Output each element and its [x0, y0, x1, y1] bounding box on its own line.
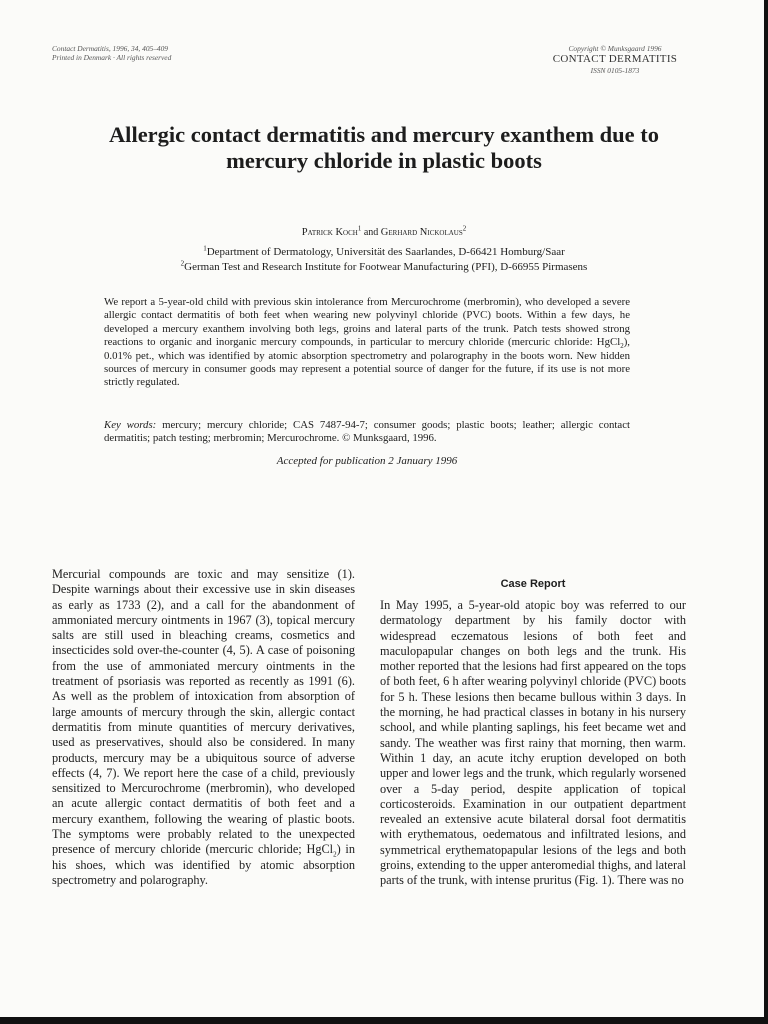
case-report-text: In May 1995, a 5-year-old atopic boy was referred to our dermatology department by his family doctor with widespread eczematous lesions of both feet and maculopapular changes on both legs and the trunk. His mother reported that the lesions had first appeared on the tops of both feet, 6 h after wearing polyvinyl chloride (PVC) boots for 5 h. These lesions then became bullous within 3 days. In the morning, he had practical classes in botany in his nursery school, and while planting saplings, his feet became wet and sandy. The weather was first rainy that morning, then warm. Within 1 day, an acute itchy eruption developed on both upper and lower legs and the trunk, which regularly worsened over a 5-day period, despite application of topical corticosteroids. Examination in our outpatient department revealed an extensive acute bilateral dorsal foot dermatitis with erythematous, oedematous and infiltrated lesions, and symmetrical erythematopapular lesions of the legs and both groins, extending to the upper anteromedial thighs, and lateral parts of the trunk, with intense pruritus (Fig. 1). There was no — [380, 598, 686, 888]
affiliation-2 — [84, 260, 684, 275]
scan-edge-bottom — [0, 1017, 768, 1024]
paper-title: Allergic contact dermatitis and mercury exanthem due to mercury chloride in plastic boots — [108, 122, 660, 173]
author-nickolaus-sup: 2 — [462, 224, 467, 233]
affiliation-2-sup: 2 — [180, 259, 185, 268]
journal-citation — [52, 44, 272, 62]
keywords-label: Key words: — [104, 419, 157, 431]
scan-edge-right — [764, 0, 768, 1024]
keywords-text: mercury; mercury chloride; CAS 7487-94-7; consumer goods; plastic boots; leather; allergic contact dermatitis; patch testing; merbromin; Mercurochrome. © Munksgaard, 1996. — [104, 419, 630, 445]
affiliation-1-text: Department of Dermatology, Universität des Saarlandes, D-66421 Homburg/Saar — [206, 246, 565, 258]
affiliation-1 — [84, 245, 684, 260]
introduction-text — [52, 567, 355, 888]
accepted-date: Accepted for publication 2 January 1996 — [276, 455, 458, 467]
keywords — [104, 419, 630, 446]
introduction-part-2: ) in his shoes, which was identified by atomic absorption spectrometry and polarography. — [52, 842, 355, 887]
author-koch: Patrick Koch — [301, 227, 358, 238]
introduction-subscript: 2 — [333, 850, 337, 859]
author-conjunction: and — [363, 227, 379, 238]
abstract — [104, 296, 630, 390]
copyright-line: Copyright © Munksgaard 1996 — [568, 44, 662, 53]
introduction-part-1: Mercurial compounds are toxic and may sensitize (1). Despite warnings about their excessive use in skin diseases as early as 1733 (2), and a call for the abandonment of ammoniated mercury ointments in 1967 (3), topical mercury salts are still used in bleaching creams, cosmetics and insecticides sold over-the-counter (4, 5). A case of poisoning from the use of ammoniated mercury ointments in the treatment of psoriasis was reported as recently as 1991 (6). As well as the problem of intoxication from absorption of large amounts of mercury through the skin, allergic contact dermatitis from minute quantities of mercury derivatives, used as preservatives, should also be considered. In many products, mercury may be a ubiquitous source of adverse effects (4, 7). We report here the case of a child, previously sensitized to Mercurochrome (merbromin), who developed an acute allergic contact dermatitis of both feet and a mercury exanthem, following the wearing of plastic boots. The symptoms were probably related to the unexpected presence of mercury chloride (mercuric chloride; HgCl — [52, 567, 355, 857]
issn-line: ISSN 0105-1873 — [590, 66, 640, 75]
case-report-heading: Case Report — [500, 578, 566, 590]
author-nickolaus: Gerhard Nickolaus — [380, 227, 463, 238]
abstract-part-2: ), 0.01% pet., which was identified by atomic absorption spectrometry and polarography in the boots worn. New hidden sources of mercury in consumer goods may represent a potential source of danger for the future, if its use is not more strictly regulated. — [104, 336, 630, 389]
printed-line: Printed in Denmark · All rights reserved — [52, 53, 172, 62]
journal-masthead — [520, 44, 710, 75]
citation-line: Contact Dermatitis, 1996, 34, 405–409 — [52, 44, 168, 53]
abstract-subscript: 2 — [620, 342, 624, 351]
journal-name: CONTACT DERMATITIS — [552, 53, 678, 65]
author-koch-sup: 1 — [357, 224, 362, 233]
affiliation-1-sup: 1 — [203, 244, 207, 253]
affiliation-2-text: German Test and Research Institute for Footwear Manufacturing (PFI), D-66955 Pirmasens — [184, 261, 588, 273]
author-line — [84, 226, 684, 239]
abstract-part-1: We report a 5-year-old child with previous skin intolerance from Mercurochrome (merbromin), who developed a severe allergic contact dermatitis of both feet when wearing new polyvinyl chloride (PVC) boots. Within a few days, he developed a mercury exanthem involving both legs, groins and lateral parts of the trunk. Patch tests showed strong reactions to organic and inorganic mercury compounds, in particular to mercury chloride (mercuric chloride: HgCl — [104, 296, 630, 349]
